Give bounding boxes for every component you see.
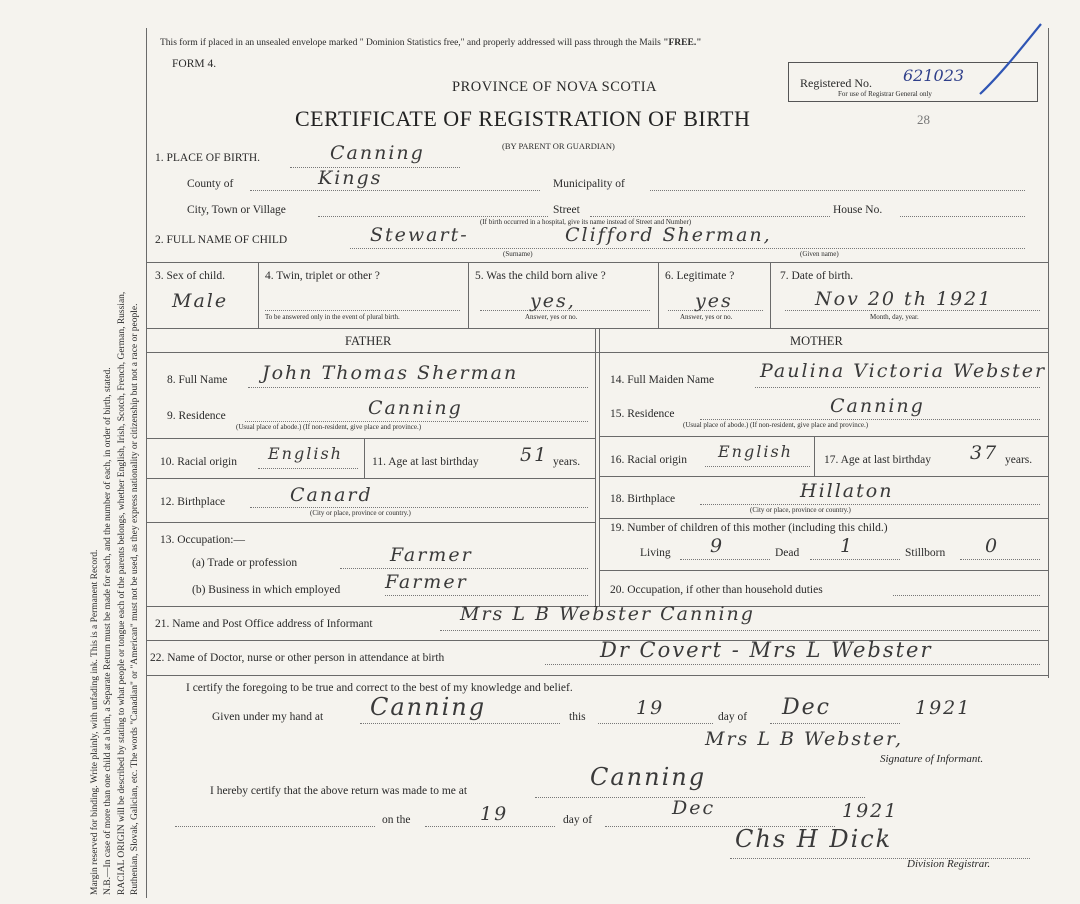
mother-line-c	[599, 518, 1048, 519]
province-heading: PROVINCE OF NOVA SCOTIA	[452, 79, 657, 95]
stillborn-label: Stillborn	[905, 547, 946, 559]
parents-divider	[595, 328, 596, 606]
house-no-label: House No.	[833, 204, 883, 216]
stillborn-value: 0	[985, 535, 1000, 557]
on-day-of-label: day of	[563, 814, 593, 826]
on-day-line	[425, 826, 555, 827]
mother-name-value: Paulina Victoria Webster	[760, 360, 1047, 382]
on-the-label: on the	[382, 814, 411, 826]
trade-value: Farmer	[390, 544, 473, 566]
trade-line	[340, 568, 588, 569]
row3-bottom-line	[146, 328, 1048, 329]
blue-check-mark	[975, 20, 1045, 100]
mother-birthplace-line	[700, 504, 1040, 505]
dob-value: Nov 20 th 1921	[815, 288, 993, 310]
registrar-label: Division Registrar.	[907, 858, 991, 870]
business-value: Farmer	[385, 571, 468, 593]
father-heading: FATHER	[345, 334, 392, 348]
child-surname-value: Stewart-	[370, 224, 469, 246]
county-line	[250, 190, 540, 191]
given-under-label: Given under my hand at	[212, 711, 324, 723]
living-line	[680, 559, 770, 560]
business-label: (b) Business in which employed	[192, 584, 341, 596]
parents-divider-2	[599, 328, 600, 606]
twin-label: 4. Twin, triplet or other ?	[265, 270, 380, 282]
street-label: Street	[553, 204, 580, 216]
registered-number-value: 621023	[903, 66, 965, 85]
father-residence-note: (Usual place of abode.) (If non-resident, give place and province.)	[236, 423, 422, 431]
twin-note: To be answered only in the event of plural birth.	[265, 313, 400, 321]
mother-residence-line	[700, 419, 1040, 420]
father-name-value: John Thomas Sherman	[262, 362, 519, 384]
surname-caption: (Surname)	[503, 250, 533, 258]
parents-header-line	[146, 352, 1048, 353]
living-value: 9	[710, 535, 725, 557]
place-of-birth-label: 1. PLACE OF BIRTH.	[155, 152, 261, 164]
dob-note: Month, day, year.	[870, 313, 919, 321]
father-birthplace-value: Canard	[290, 484, 373, 506]
on-the-lead-line	[175, 826, 375, 827]
father-line-a	[146, 438, 595, 439]
on-year-value: 1921	[842, 800, 899, 822]
father-line-b	[146, 478, 595, 479]
father-line-c	[146, 522, 595, 523]
doctor-line	[545, 664, 1040, 665]
father-birthplace-line	[250, 507, 588, 508]
dob-label: 7. Date of birth.	[780, 270, 854, 282]
municipality-line	[650, 190, 1025, 191]
on-month-value: Dec	[672, 797, 716, 819]
father-racial-line	[258, 468, 358, 469]
mother-line-b	[599, 476, 1048, 477]
hereby-certify-label: I hereby certify that the above return was made to me at	[210, 785, 468, 797]
alive-line	[480, 310, 650, 311]
certify-top-line	[146, 675, 1048, 676]
informant-signature-label: Signature of Informant.	[880, 753, 984, 765]
doctor-label: 22. Name of Doctor, nurse or other person in attendance at birth	[150, 652, 445, 664]
given-day-of-label: day of	[718, 711, 748, 723]
given-month-value: Dec	[782, 695, 831, 720]
informant-value: Mrs L B Webster Canning	[460, 603, 755, 625]
mother-racial-label: 16. Racial origin	[610, 454, 687, 466]
given-day-value: 19	[636, 697, 665, 719]
legitimate-value: yes	[695, 290, 733, 312]
hereby-place-value: Canning	[590, 763, 707, 791]
legitimate-label: 6. Legitimate ?	[665, 270, 735, 282]
twin-line	[265, 310, 460, 311]
trade-label: (a) Trade or profession	[192, 557, 298, 569]
place-of-birth-value: Canning	[330, 142, 425, 164]
father-age-value: 51	[520, 444, 549, 466]
mother-residence-value: Canning	[830, 395, 925, 417]
margin-note-racial-origin: RACIAL ORIGIN will be described by stating to what people or tongue each of the parents belongs, whether English, Irish, Scotch, French, German, Russian,	[117, 291, 127, 895]
mother-occupation-line	[893, 595, 1040, 596]
father-racial-div	[364, 438, 365, 478]
born-alive-label: 5. Was the child born alive ?	[475, 270, 606, 282]
mother-residence-label: 15. Residence	[610, 408, 675, 420]
informant-signature: Mrs L B Webster,	[705, 728, 904, 750]
row3-top-line	[146, 262, 1048, 263]
mother-residence-note: (Usual place of abode.) (If non-resident, give place and province.)	[683, 421, 869, 429]
child-given-name-value: Clifford Sherman,	[565, 224, 772, 246]
stillborn-line	[960, 559, 1040, 560]
mother-line-d	[599, 570, 1048, 571]
this-label: this	[569, 711, 586, 723]
dead-value: 1	[840, 535, 855, 557]
dead-label: Dead	[775, 547, 800, 559]
father-birthplace-label: 12. Birthplace	[160, 496, 226, 508]
informant-line	[440, 630, 1040, 631]
sex-label: 3. Sex of child.	[155, 270, 225, 282]
on-day-value: 19	[480, 803, 509, 825]
registered-number-label: Registered No.	[800, 76, 872, 90]
row3-div3	[658, 262, 659, 328]
father-age-label: 11. Age at last birthday	[372, 456, 479, 468]
mother-heading: MOTHER	[790, 334, 843, 348]
father-residence-label: 9. Residence	[167, 410, 226, 422]
certificate-subtitle: (BY PARENT OR GUARDIAN)	[502, 141, 615, 151]
father-racial-label: 10. Racial origin	[160, 456, 237, 468]
child-name-line	[350, 248, 1025, 249]
sex-value: Male	[172, 290, 229, 312]
father-residence-line	[245, 421, 588, 422]
doctor-value: Dr Covert - Mrs L Webster	[600, 638, 933, 662]
mother-birthplace-value: Hillaton	[800, 480, 894, 502]
mother-birthplace-note: (City or place, province or country.)	[750, 506, 851, 514]
street-line	[590, 216, 830, 217]
certify-statement: I certify the foregoing to be true and correct to the best of my knowledge and belief.	[186, 682, 573, 694]
mother-racial-line	[705, 466, 810, 467]
registered-number-note: For use of Registrar General only	[838, 90, 932, 98]
right-border	[1048, 28, 1049, 678]
mother-name-line	[755, 387, 1040, 388]
margin-note-multiple-births: N.B.—In case of more than one child at a birth, a Separate Return must be made for each, and the number of each, in order of birth, stated.	[103, 367, 113, 895]
county-value: Kings	[318, 167, 383, 189]
mother-racial-div	[814, 436, 815, 476]
mother-line-a	[599, 436, 1048, 437]
given-place-value: Canning	[370, 693, 487, 721]
occupation-label: 13. Occupation:—	[160, 534, 245, 546]
certificate-title: CERTIFICATE OF REGISTRATION OF BIRTH	[295, 106, 751, 131]
row3-div2	[468, 262, 469, 328]
given-month-line	[770, 723, 900, 724]
given-name-caption: (Given name)	[800, 250, 839, 258]
mother-years-label: years.	[1005, 454, 1033, 466]
father-birthplace-note: (City or place, province or country.)	[310, 509, 411, 517]
mother-birthplace-label: 18. Birthplace	[610, 493, 676, 505]
child-name-label: 2. FULL NAME OF CHILD	[155, 234, 288, 246]
mother-occupation-label: 20. Occupation, if other than household duties	[610, 584, 823, 596]
father-years-label: years.	[553, 456, 581, 468]
mother-name-label: 14. Full Maiden Name	[610, 374, 715, 386]
dead-line	[810, 559, 900, 560]
business-line	[385, 595, 588, 596]
municipality-label: Municipality of	[553, 178, 625, 190]
row3-div1	[258, 262, 259, 328]
father-name-label: 8. Full Name	[167, 374, 228, 386]
row3-div4	[770, 262, 771, 328]
city-label: City, Town or Village	[187, 204, 286, 216]
postal-note: This form if placed in an unsealed envelope marked " Dominion Statistics free," and properly addressed will pass through the Mails "FREE."	[160, 38, 702, 48]
margin-note-racial-origin-cont: Ruthenian, Slovak, Galician, etc. The words "Canadian" or "American" must not be used, as they express nationality or citizenship but not a race or people.	[130, 303, 140, 895]
legitimate-note: Answer, yes or no.	[680, 313, 733, 321]
father-racial-value: English	[268, 444, 343, 463]
given-place-line	[360, 723, 560, 724]
dob-line	[785, 310, 1040, 311]
margin-note-binding: Margin reserved for binding. Write plainly, with unfading ink. This is a Permanent Record.	[90, 549, 100, 895]
county-label: County of	[187, 178, 234, 190]
given-year-value: 1921	[915, 697, 972, 719]
corner-mark: 28	[917, 112, 930, 127]
registrar-signature: Chs H Dick	[735, 825, 893, 853]
children-count-label: 19. Number of children of this mother (including this child.)	[610, 522, 888, 534]
mother-age-label: 17. Age at last birthday	[824, 454, 931, 466]
house-line	[900, 216, 1025, 217]
father-name-line	[248, 387, 588, 388]
father-residence-value: Canning	[368, 397, 463, 419]
left-border	[146, 28, 147, 898]
born-alive-value: yes,	[530, 290, 576, 312]
city-line	[318, 216, 548, 217]
hospital-note: (If birth occurred in a hospital, give its name instead of Street and Number)	[480, 218, 692, 226]
given-day-line	[598, 723, 713, 724]
form-number: FORM 4.	[172, 58, 217, 70]
born-alive-note: Answer, yes or no.	[525, 313, 578, 321]
mother-age-value: 37	[970, 442, 999, 464]
living-label: Living	[640, 547, 671, 559]
mother-racial-value: English	[718, 442, 793, 461]
informant-label: 21. Name and Post Office address of Informant	[155, 618, 373, 630]
legit-line	[668, 310, 763, 311]
